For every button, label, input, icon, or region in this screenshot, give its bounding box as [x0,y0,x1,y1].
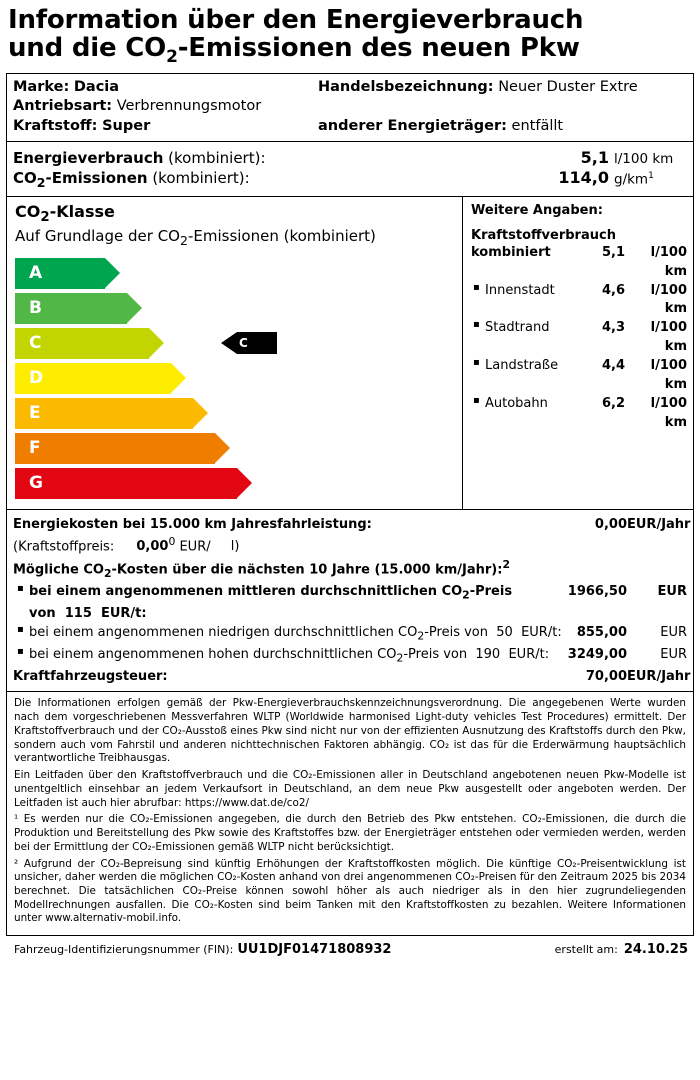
legal-paragraph-3: ¹ Es werden nur die CO₂-Emissionen angegeben, die durch den Betrieb des Pkw entstehen. CO₂-Emissionen, die durch die Produktion und Bereitstellung des Pkw sowie des Kraftstoffes bzw. der Energieträger entstehen oder vermieden werden, werden bei der Ermittlung der CO₂-Emissionen gemäß WLTP nicht berücksichtigt. [14,813,686,853]
class-pointer-label: C [237,332,277,354]
energieverbrauch-row [13,148,687,167]
kfz-steuer-unit: EUR/Jahr [627,668,691,684]
marke-label: Marke: [13,78,70,95]
vehicle-row-marke [13,78,687,98]
class-bar-row-e [15,398,454,429]
kraftstoffpreis-row [13,534,687,557]
co2-kosten-row-mittel [13,582,687,623]
energiekosten-value: 0,00 [594,516,627,532]
antriebsart-field [13,97,318,117]
fuel-row-kombiniert: kombiniert 5,1 l/100 km [471,244,687,279]
kraftstoffpreis-label: (Kraftstoffpreis: 0,00$^0$ EUR/ l) [13,535,240,555]
energiekosten-row [13,515,691,535]
antriebsart-label: Antriebsart: [13,98,113,115]
anderer-energietraeger-value: entfällt [511,117,564,134]
class-bar-g: G [15,468,237,499]
legal-paragraph-2: Ein Leitfaden über den Kraftstoffverbrauch und die CO₂-Emissionen aller in Deutschland angebotenen neuen Pkw-Modelle ist unentgeltlich einsehbar an jedem Verkaufsort in Deutschland, an dem neue Pkw ausgestellt oder angeboten werden. Der Leitfaden ist auch hier abrufbar: https://www.dat.de/co2/ [14,769,686,809]
antriebsart-value: Verbrennungsmotor [116,98,262,115]
co2-class-column [7,197,463,508]
co2-kosten-niedrig-value: 855,00 [576,625,627,641]
co2-kosten-row-hoch [13,645,687,667]
co2-kosten-row-niedrig [13,623,687,645]
energieverbrauch-unit: l/100 km [614,151,674,168]
fuel-consumption-subtitle: Kraftstoffverbrauch [471,228,616,244]
anderer-energietraeger-label: anderer Energieträger: [318,117,507,134]
co2-class-subtitle: Auf Grundlage der $CO_2$-Emissionen (kombiniert) [15,226,376,248]
class-bar-row-c [15,328,454,359]
antriebsart-spacer [318,97,687,117]
fuel-row-landstrasse: ▪ Landstraße 4,4 l/100 km [471,357,687,395]
co2-kosten-title: Mögliche $CO_2$-Kosten über die nächsten 10 Jahre (15.000 km/Jahr):$^2$ [13,557,510,580]
energiekosten-unit: EUR/Jahr [627,516,691,532]
class-pointer-arrow-icon [221,332,237,354]
co2-emissionen-unit: $g/km^1$ [614,170,654,188]
further-info-title: Weitere Angaben: [471,203,603,219]
fuel-row-autobahn: ▪ Autobahn 6,2 l/100 km [471,395,687,433]
kraftstoffpreis-unit: EUR/ [179,539,211,555]
class-bar-b: B [15,293,127,324]
handelsbezeichnung-field [318,78,687,98]
co2-kosten-hoch-value: 3249,00 [567,647,627,663]
class-bar-e: E [15,398,193,429]
vehicle-row-kraftstoff [13,117,687,137]
class-bar-f: F [15,433,215,464]
co2-kosten-hoch-unit: EUR [660,647,687,663]
kfz-steuer-row [13,667,691,687]
footer [6,936,694,957]
kraftstoff-label: Kraftstoff: [13,117,98,134]
vehicle-row-antriebsart [13,97,687,117]
kfz-steuer-value: 70,00 [585,668,627,684]
co2-kosten-title-row [13,557,687,582]
co2-emissionen-row [13,168,687,190]
energiekosten-label: Energiekosten bei 15.000 km Jahresfahrleistung: [13,516,372,532]
fuel-row-innenstadt: ▪ Innenstadt 4,6 l/100 km [471,282,687,320]
kraftstoffpreis-value-sup: 0 [168,535,176,548]
kraftstoff-value: Super [102,117,151,134]
marke-field [13,78,318,98]
co2-kosten-hoch-label: ▪ bei einem angenommenen hohen durchschnittlichen $CO_2$-Preis von 190 EUR/t: [13,645,568,667]
co2-kosten-niedrig-label: ▪ bei einem angenommenen niedrigen durchschnittlichen $CO_2$-Preis von 50 EUR/t: [13,623,577,645]
class-bar-row-f [15,433,454,464]
co2-class-bars [15,258,454,499]
handelsbezeichnung-label: Handelsbezeichnung: [318,78,494,95]
fin-value: UU1DJF01471808932 [237,942,392,958]
fuel-row-stadtrand: ▪ Stadtrand 4,3 l/100 km [471,319,687,357]
co2-kosten-mittel-value: 1966,50 [567,583,627,599]
marke-value: Dacia [73,78,120,95]
kraftstoff-field [13,117,318,137]
legal-paragraph-1: Die Informationen erfolgen gemäß der Pkw-Energieverbrauchskennzeichnungsverordnung. Die angegebenen Werte wurden nach dem vorgeschriebenen Messverfahren WLTP (Worldwide harmonised Light-duty vehicles Test Procedures) ermittelt. Der Kraftstoffverbrauch und der CO₂-Ausstoß eines Pkw sind nicht nur von der effizienten Ausnutzung des Kraftstoffs durch den Pkw, sondern auch vom Fahrstil und anderen nichttechnischen Faktoren abhängig. CO₂ ist das für die Erderwärmung hauptsächlich verantwortliche Treibhausgas. [14,697,686,765]
title-line-2: und die $CO_2$-Emissionen des neuen Pkw [8,33,580,68]
handelsbezeichnung-value: Neuer Duster Extre [498,78,638,95]
class-bar-row-a [15,258,454,289]
co2-class-title: $CO_2$-Klasse [15,202,115,226]
class-bar-row-b [15,293,454,324]
class-bar-a: A [15,258,105,289]
consumption-block [6,142,694,197]
co2-kosten-mittel-label: ▪ bei einem angenommenen mittleren durchschnittlichen $CO_2$-Preis von 115 EUR/t: [13,582,568,623]
class-bar-row-g [15,468,454,499]
class-bar-row-d [15,363,454,394]
anderer-energietraeger-field [318,117,687,137]
co2-emissionen-value: 114,0 [558,168,609,188]
created-value: 24.10.25 [623,942,688,958]
further-info-column [463,197,693,508]
vehicle-data-block [6,73,694,143]
co2-kosten-mittel-unit: EUR [657,583,687,599]
co2-kosten-niedrig-unit: EUR [660,625,687,641]
legal-paragraph-4: ² Aufgrund der CO₂-Bepreisung sind künftig Erhöhungen der Kraftstoffkosten möglich. Die künftige CO₂-Preisentwicklung ist unsicher, daher werden die möglichen CO₂-Kosten anhand von drei angenommenen CO₂-Preisen für den Zeitraum 2025 bis 2034 berechnet. Die tatsächlichen CO₂-Preise können sowohl höher als auch niedriger als in den hier zugrundeliegenden Modellrechnungen ausfallen. Die CO₂-Kosten sind beim Tanken mit den Kraftstoffkosten zu bezahlen. Weitere Informationen unter www.alternativ-mobil.info. [14,857,686,925]
fin-label: Fahrzeug-Identifizierungsnummer (FIN): [14,943,234,957]
created-label: erstellt am: [554,943,618,957]
legal-text-block [6,692,694,936]
kraftstoffpreis-unit2: l) [230,539,240,555]
kfz-steuer-label: Kraftfahrzeugsteuer: [13,668,168,684]
class-bar-d: D [15,363,171,394]
title-line-1: Information über den Energieverbrauch [8,5,584,35]
co2-class-block [6,197,694,509]
co2-emissionen-label: $CO_2$-Emissionen (kombiniert): [13,169,250,191]
page-title [6,4,694,73]
class-pointer [221,332,277,354]
costs-block [6,510,694,693]
energieverbrauch-value: 5,1 [580,148,609,168]
class-bar-c: C [15,328,149,359]
energieverbrauch-label: Energieverbrauch (kombiniert): [13,149,266,168]
kraftstoffpreis-value: 0,00 [136,539,169,555]
